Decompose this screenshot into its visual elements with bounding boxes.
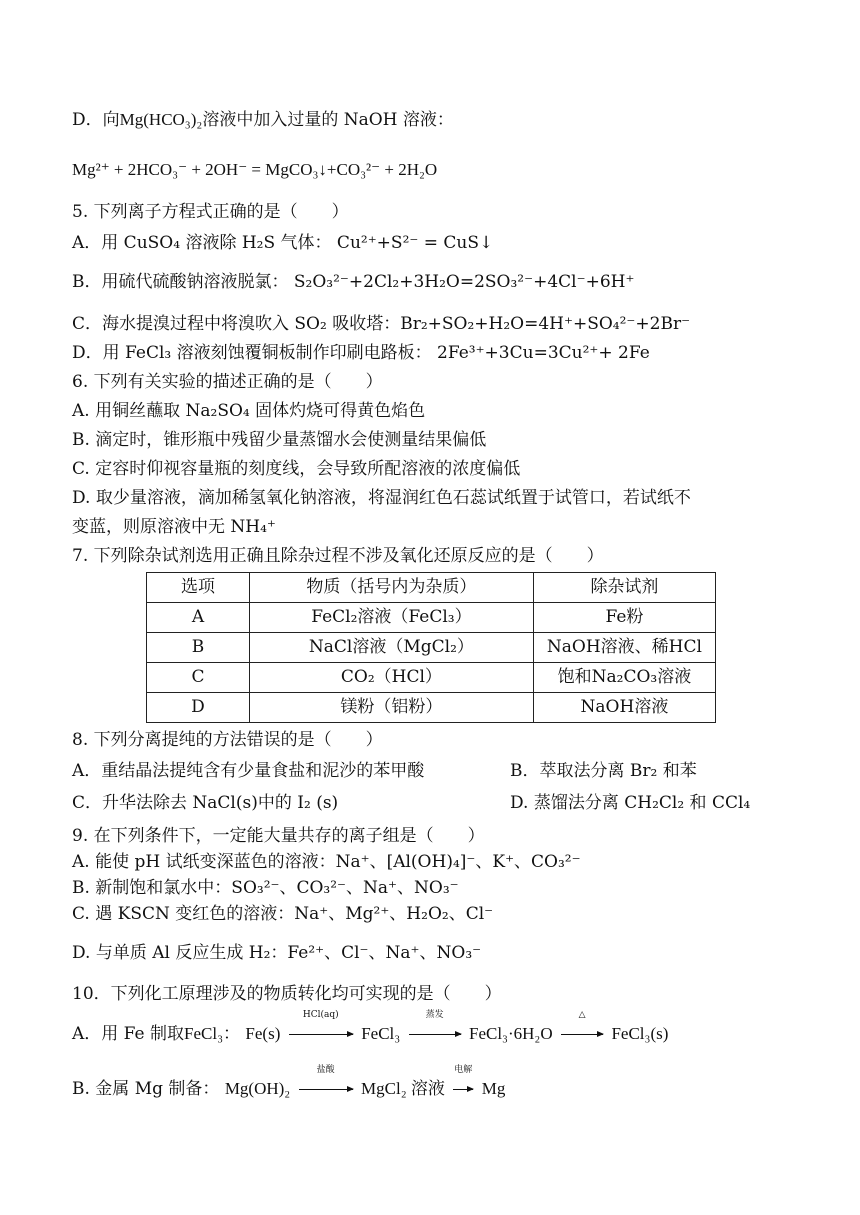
table-header-cell: 除杂试剂	[533, 573, 715, 603]
table-cell: B	[147, 633, 250, 663]
q6-stem: 6. 下列有关实验的描述正确的是（ ）	[72, 372, 383, 392]
arrow-label: 蒸发	[425, 1010, 444, 1021]
q9-option-b: B. 新制饱和氯水中：SO₃²⁻、CO₃²⁻、Na⁺、NO₃⁻	[72, 878, 459, 898]
q8-option-a: A．重结晶法提纯含有少量食盐和泥沙的苯甲酸	[72, 761, 425, 781]
q10-option-a	[72, 1010, 669, 1045]
table-cell: NaOH溶液	[533, 693, 715, 723]
q5-option-c: C．海水提溴过程中将溴吹入 SO₂ 吸收塔：Br₂+SO₂+H₂O=4H⁺+SO₄²⁻+2Br⁻	[72, 314, 691, 334]
arrow-label: △	[578, 1010, 586, 1021]
q10-b-species-2: MgCl₂ 溶液	[361, 1079, 445, 1098]
table-row	[147, 693, 716, 723]
table-cell: 饱和Na₂CO₃溶液	[533, 663, 715, 693]
table-cell: 镁粉（铝粉）	[249, 693, 533, 723]
table-header-row	[147, 573, 716, 603]
q4-d-formula: Mg(HCO₃)₂	[119, 110, 203, 129]
q6-option-d-line2: 变蓝，则原溶液中无 NH₄⁺	[72, 517, 276, 537]
arrow-label: HCl(aq)	[302, 1010, 339, 1021]
table-cell: NaOH溶液、稀HCl	[533, 633, 715, 663]
q6-option-c: C. 定容时仰视容量瓶的刻度线，会导致所配溶液的浓度偏低	[72, 459, 521, 479]
q8-option-b: B．萃取法分离 Br₂ 和苯	[510, 761, 697, 781]
q10-a-species-2: FeCl₃	[361, 1024, 401, 1043]
table-row	[147, 633, 716, 663]
table-cell: NaCl溶液（MgCl₂）	[249, 633, 533, 663]
q6-option-a: A. 用铜丝蘸取 Na₂SO₄ 固体灼烧可得黄色焰色	[72, 401, 426, 421]
q10-a-target: FeCl₃：	[184, 1024, 241, 1043]
q7-stem: 7. 下列除杂试剂选用正确且除杂过程不涉及氧化还原反应的是（ ）	[72, 546, 604, 566]
q9-option-d: D. 与单质 Al 反应生成 H₂：Fe²⁺、Cl⁻、Na⁺、NO₃⁻	[72, 943, 482, 963]
reaction-arrow-icon	[561, 1010, 603, 1044]
table-cell: CO₂（HCl）	[249, 663, 533, 693]
q10-b-species-1: Mg(OH)₂	[224, 1079, 291, 1098]
q4-option-d	[72, 110, 454, 130]
q5-option-b: B．用硫代硫酸钠溶液脱氯： S₂O₃²⁻+2Cl₂+3H₂O=2SO₃²⁻+4Cl⁻+6H⁺	[72, 272, 635, 292]
q6-option-d-line1: D. 取少量溶液，滴加稀氢氧化钠溶液，将湿润红色石蕊试纸置于试管口，若试纸不	[72, 488, 691, 508]
q10-stem: 10．下列化工原理涉及的物质转化均可实现的是（ ）	[72, 984, 502, 1004]
table-cell: Fe粉	[533, 603, 715, 633]
q5-option-a: A．用 CuSO₄ 溶液除 H₂S 气体： Cu²⁺+S²⁻ = CuS↓	[72, 233, 494, 253]
q9-option-a: A. 能使 pH 试纸变深蓝色的溶液：Na⁺、[Al(OH)₄]⁻、K⁺、CO₃²⁻	[72, 852, 581, 872]
reaction-arrow-icon	[409, 1010, 461, 1044]
reaction-arrow-icon	[299, 1065, 353, 1099]
q10-a-species-3: FeCl₃·6H₂O	[469, 1024, 553, 1043]
q5-option-d: D．用 FeCl₃ 溶液刻蚀覆铜板制作印刷电路板： 2Fe³⁺+3Cu=3Cu²⁺+ 2Fe	[72, 343, 650, 363]
table-cell: D	[147, 693, 250, 723]
q4-d-text-a: D．向	[72, 110, 120, 130]
q10-b-prefix: B. 金属 Mg 制备：	[72, 1079, 220, 1099]
table-cell: FeCl₂溶液（FeCl₃）	[249, 603, 533, 633]
table-header-cell: 选项	[147, 573, 250, 603]
q10-a-prefix: A．用 Fe 制取	[72, 1024, 185, 1044]
q5-stem: 5. 下列离子方程式正确的是（ ）	[72, 202, 349, 222]
table-header-cell: 物质（括号内为杂质）	[249, 573, 533, 603]
q9-option-c: C. 遇 KSCN 变红色的溶液：Na⁺、Mg²⁺、H₂O₂、Cl⁻	[72, 904, 494, 924]
q10-a-species-4: FeCl₃(s)	[611, 1024, 669, 1043]
reaction-arrow-icon	[289, 1010, 353, 1044]
reaction-arrow-icon	[453, 1065, 473, 1099]
q10-b-species-3: Mg	[481, 1079, 506, 1098]
q8-option-c: C．升华法除去 NaCl(s)中的 I₂ (s)	[72, 793, 339, 813]
q10-a-species-1: Fe(s)	[245, 1024, 281, 1043]
table-cell: C	[147, 663, 250, 693]
q6-option-b: B. 滴定时，锥形瓶中残留少量蒸馏水会使测量结果偏低	[72, 430, 487, 450]
q8-option-d: D. 蒸馏法分离 CH₂Cl₂ 和 CCl₄	[510, 793, 751, 813]
table-row	[147, 603, 716, 633]
arrow-label: 盐酸	[316, 1065, 335, 1076]
q4-d-text-b: 溶液中加入过量的 NaOH 溶液：	[202, 110, 454, 130]
arrow-label: 电解	[454, 1065, 473, 1076]
table-row	[147, 663, 716, 693]
q7-table	[146, 572, 716, 723]
q9-stem: 9. 在下列条件下，一定能大量共存的离子组是（ ）	[72, 826, 485, 846]
q4-d-equation: Mg²⁺ + 2HCO₃⁻ + 2OH⁻ = MgCO₃↓+CO₃²⁻ + 2H₂O	[72, 160, 438, 179]
q8-stem: 8. 下列分离提纯的方法错误的是（ ）	[72, 730, 383, 750]
table-cell: A	[147, 603, 250, 633]
q10-option-b	[72, 1065, 506, 1100]
